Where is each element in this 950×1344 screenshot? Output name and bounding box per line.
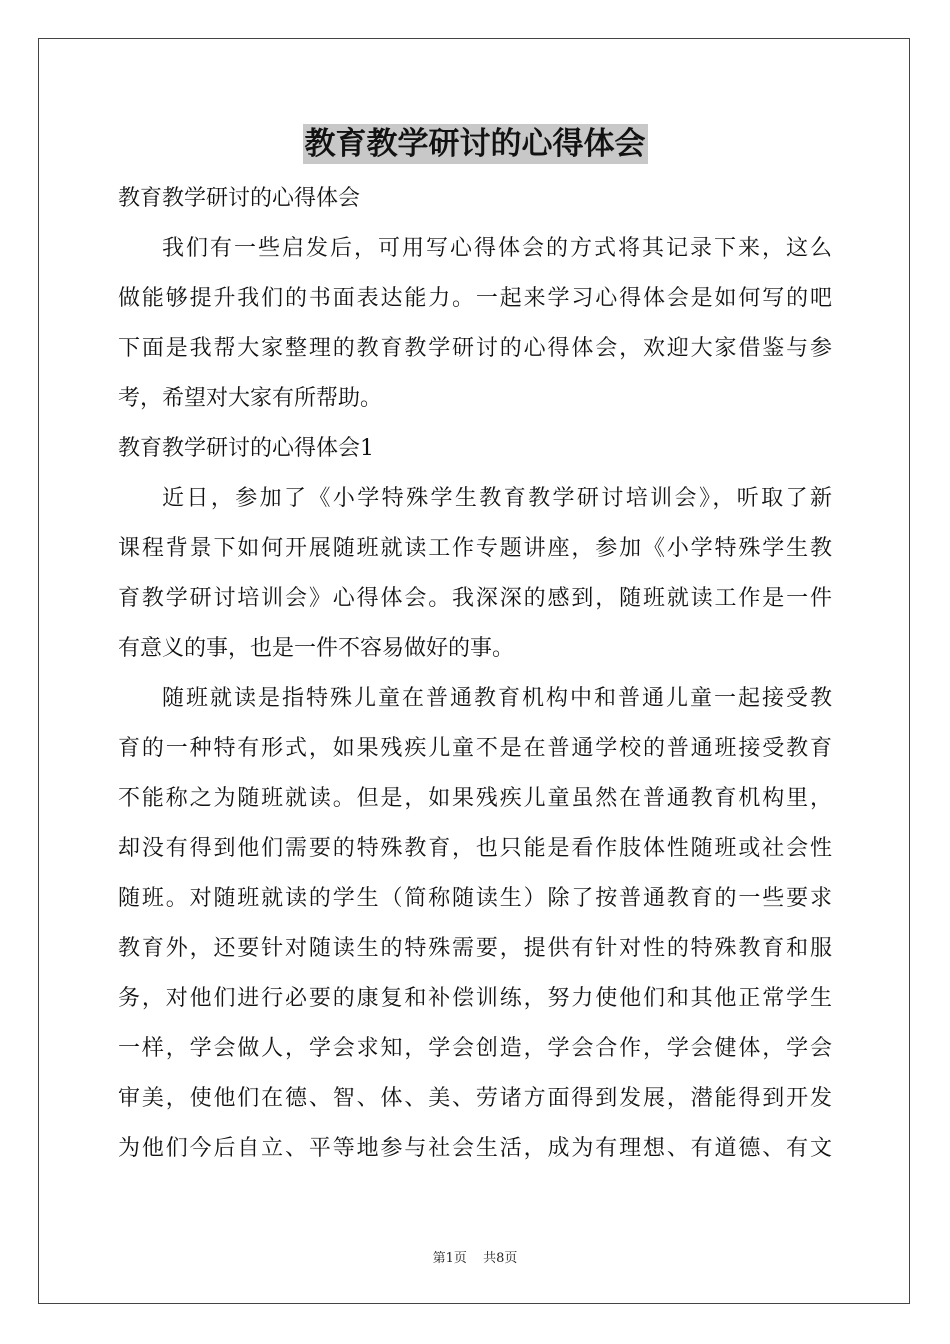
text-line: 考，希望对大家有所帮助。 (118, 386, 383, 411)
document-title: 教育教学研讨的心得体会 (304, 126, 646, 162)
text-line: 育的一种特有形式，如果残疾儿童不是在普通学校的普通班接受教育 (118, 736, 832, 761)
text-line: 做能够提升我们的书面表达能力。一起来学习心得体会是如何写的吧 (118, 286, 832, 311)
text-line: 教育外，还要针对随读生的特殊需要，提供有针对性的特殊教育和服 (118, 936, 832, 961)
text-line: 随班。对随班就读的学生（简称随读生）除了按普通教育的一些要求 (118, 886, 832, 911)
title-container (0, 124, 950, 164)
text-line: 不能称之为随班就读。但是，如果残疾儿童虽然在普通教育机构里， (118, 786, 832, 811)
page-footer (0, 1247, 950, 1266)
page-number: 第1页 (432, 1251, 467, 1266)
text-line: 一样，学会做人，学会求知，学会创造，学会合作，学会健体，学会 (118, 1036, 832, 1061)
text-line: 随班就读是指特殊儿童在普通教育机构中和普通儿童一起接受教 (162, 686, 832, 711)
text-line: 却没有得到他们需要的特殊教育，也只能是看作肢体性随班或社会性 (118, 836, 832, 861)
document-body (118, 174, 832, 1174)
text-line: 我们有一些启发后，可用写心得体会的方式将其记录下来，这么 (162, 236, 832, 261)
text-line: 审美，使他们在德、智、体、美、劳诸方面得到发展，潜能得到开发 (118, 1086, 832, 1111)
section-heading: 教育教学研讨的心得体会1 (118, 436, 374, 461)
text-line: 务，对他们进行必要的康复和补偿训练，努力使他们和其他正常学生 (118, 986, 832, 1011)
text-line: 下面是我帮大家整理的教育教学研讨的心得体会，欢迎大家借鉴与参 (118, 336, 832, 361)
text-line: 近日，参加了《小学特殊学生教育教学研讨培训会》，听取了新 (162, 486, 832, 511)
text-line: 育教学研讨培训会》心得体会。我深深的感到，随班就读工作是一件 (118, 586, 832, 611)
text-line: 有意义的事，也是一件不容易做好的事。 (118, 636, 515, 661)
text-line: 课程背景下如何开展随班就读工作专题讲座，参加《小学特殊学生教 (118, 536, 832, 561)
text-line: 为他们今后自立、平等地参与社会生活，成为有理想、有道德、有文 (118, 1136, 832, 1161)
page-total: 共8页 (483, 1251, 518, 1266)
text-line: 教育教学研讨的心得体会 (118, 186, 361, 211)
